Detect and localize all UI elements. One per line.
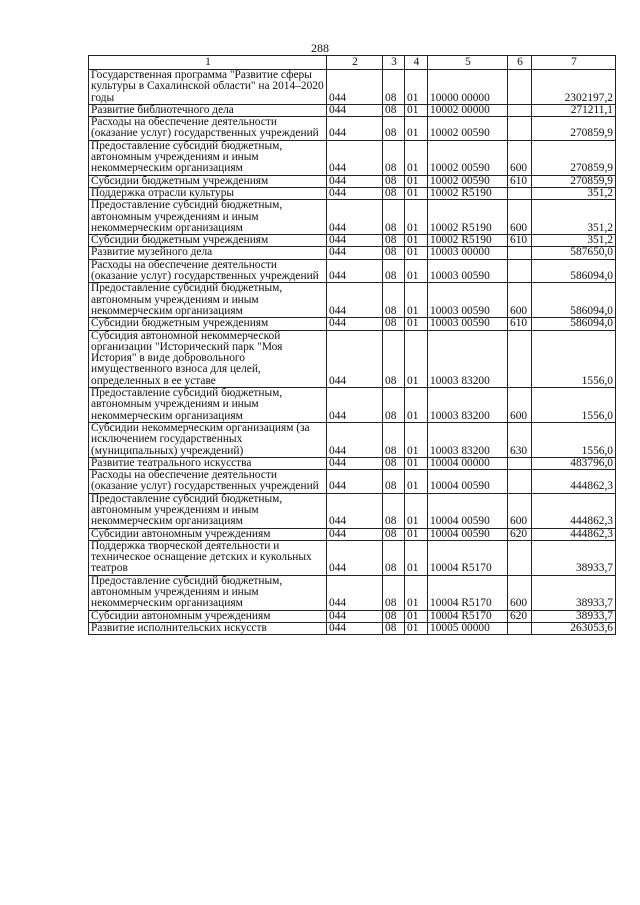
subsection-code-cell: 01 <box>405 610 428 622</box>
column-header: 4 <box>405 56 428 70</box>
subsection-code-cell: 01 <box>405 388 428 423</box>
amount-cell: 1556,0 <box>532 330 616 387</box>
expense-type-cell <box>508 70 532 105</box>
subsection-code-cell: 01 <box>405 70 428 105</box>
section-code-cell: 08 <box>383 175 405 187</box>
target-article-cell: 10003 00590 <box>428 259 508 283</box>
table-row <box>89 422 616 457</box>
section-code-cell: 08 <box>383 140 405 175</box>
expense-type-cell <box>508 187 532 199</box>
subsection-code-cell: 01 <box>405 117 428 141</box>
section-code-cell: 08 <box>383 70 405 105</box>
amount-cell: 444862,3 <box>532 470 616 494</box>
amount-cell: 351,2 <box>532 187 616 199</box>
ministry-code-cell: 044 <box>327 422 383 457</box>
subsection-code-cell: 01 <box>405 330 428 387</box>
ministry-code-cell: 044 <box>327 117 383 141</box>
target-article-cell: 10004 00000 <box>428 457 508 469</box>
expense-type-cell: 630 <box>508 422 532 457</box>
ministry-code-cell: 044 <box>327 493 383 528</box>
section-code-cell: 08 <box>383 247 405 259</box>
amount-cell: 263053,6 <box>532 622 616 634</box>
expense-type-cell: 610 <box>508 175 532 187</box>
row-name-cell: Расходы на обеспечение деятельности (оказание услуг) государственных учреждений <box>89 470 327 494</box>
target-article-cell: 10003 83200 <box>428 388 508 423</box>
section-code-cell: 08 <box>383 330 405 387</box>
target-article-cell: 10003 00590 <box>428 318 508 330</box>
section-code-cell: 08 <box>383 422 405 457</box>
target-article-cell: 10004 R5170 <box>428 540 508 575</box>
expense-type-cell: 600 <box>508 388 532 423</box>
amount-cell: 2302197,2 <box>532 70 616 105</box>
row-name-cell: Поддержка творческой деятельности и техническое оснащение детских и кукольных театров <box>89 540 327 575</box>
subsection-code-cell: 01 <box>405 318 428 330</box>
expense-type-cell: 600 <box>508 283 532 318</box>
expense-type-cell: 600 <box>508 575 532 610</box>
ministry-code-cell: 044 <box>327 457 383 469</box>
row-name-cell: Развитие исполнительских искусств <box>89 622 327 634</box>
row-name-cell: Расходы на обеспечение деятельности (оказание услуг) государственных учреждений <box>89 117 327 141</box>
row-name-cell: Развитие музейного дела <box>89 247 327 259</box>
target-article-cell: 10005 00000 <box>428 622 508 634</box>
table-row <box>89 388 616 423</box>
target-article-cell: 10002 R5190 <box>428 187 508 199</box>
row-name-cell: Расходы на обеспечение деятельности (оказание услуг) государственных учреждений <box>89 259 327 283</box>
section-code-cell: 08 <box>383 622 405 634</box>
amount-cell: 444862,3 <box>532 528 616 540</box>
column-header-row <box>89 56 616 70</box>
row-name-cell: Развитие театрального искусства <box>89 457 327 469</box>
budget-table <box>88 55 616 635</box>
amount-cell: 351,2 <box>532 235 616 247</box>
ministry-code-cell: 044 <box>327 104 383 116</box>
table-row <box>89 493 616 528</box>
amount-cell: 586094,0 <box>532 259 616 283</box>
row-name-cell: Предоставление субсидий бюджетным, автономным учреждениям и иным некоммерческим организациям <box>89 200 327 235</box>
subsection-code-cell: 01 <box>405 235 428 247</box>
target-article-cell: 10003 00000 <box>428 247 508 259</box>
amount-cell: 38933,7 <box>532 540 616 575</box>
table-row <box>89 259 616 283</box>
row-name-cell: Субсидия автономной некоммерческой организации "Исторический парк "Моя История" в виде добровольного имущественного взноса для целей, определенных в ее уставе <box>89 330 327 387</box>
expense-type-cell: 620 <box>508 610 532 622</box>
table-row <box>89 247 616 259</box>
table-row <box>89 540 616 575</box>
row-name-cell: Предоставление субсидий бюджетным, автономным учреждениям и иным некоммерческим организациям <box>89 493 327 528</box>
section-code-cell: 08 <box>383 388 405 423</box>
ministry-code-cell: 044 <box>327 259 383 283</box>
section-code-cell: 08 <box>383 457 405 469</box>
amount-cell: 1556,0 <box>532 422 616 457</box>
subsection-code-cell: 01 <box>405 187 428 199</box>
subsection-code-cell: 01 <box>405 104 428 116</box>
subsection-code-cell: 01 <box>405 283 428 318</box>
amount-cell: 270859,9 <box>532 117 616 141</box>
target-article-cell: 10002 00000 <box>428 104 508 116</box>
row-name-cell: Развитие библиотечного дела <box>89 104 327 116</box>
table-row <box>89 140 616 175</box>
section-code-cell: 08 <box>383 104 405 116</box>
ministry-code-cell: 044 <box>327 235 383 247</box>
row-name-cell: Субсидии бюджетным учреждениям <box>89 318 327 330</box>
table-body <box>89 70 616 635</box>
table-row <box>89 318 616 330</box>
section-code-cell: 08 <box>383 318 405 330</box>
amount-cell: 38933,7 <box>532 610 616 622</box>
ministry-code-cell: 044 <box>327 622 383 634</box>
table-row <box>89 200 616 235</box>
target-article-cell: 10004 00590 <box>428 470 508 494</box>
table-row <box>89 187 616 199</box>
table-row <box>89 117 616 141</box>
subsection-code-cell: 01 <box>405 247 428 259</box>
subsection-code-cell: 01 <box>405 140 428 175</box>
row-name-cell: Предоставление субсидий бюджетным, автономным учреждениям и иным некоммерческим организациям <box>89 283 327 318</box>
target-article-cell: 10002 R5190 <box>428 200 508 235</box>
amount-cell: 586094,0 <box>532 318 616 330</box>
row-name-cell: Предоставление субсидий бюджетным, автономным учреждениям и иным некоммерческим организациям <box>89 388 327 423</box>
subsection-code-cell: 01 <box>405 470 428 494</box>
target-article-cell: 10004 00590 <box>428 528 508 540</box>
expense-type-cell: 620 <box>508 528 532 540</box>
target-article-cell: 10004 R5170 <box>428 610 508 622</box>
target-article-cell: 10000 00000 <box>428 70 508 105</box>
expense-type-cell: 610 <box>508 318 532 330</box>
subsection-code-cell: 01 <box>405 528 428 540</box>
section-code-cell: 08 <box>383 493 405 528</box>
row-name-cell: Предоставление субсидий бюджетным, автономным учреждениям и иным некоммерческим организациям <box>89 140 327 175</box>
target-article-cell: 10002 00590 <box>428 117 508 141</box>
amount-cell: 483796,0 <box>532 457 616 469</box>
expense-type-cell <box>508 117 532 141</box>
target-article-cell: 10004 R5170 <box>428 575 508 610</box>
column-header: 3 <box>383 56 405 70</box>
row-name-cell: Субсидии бюджетным учреждениям <box>89 175 327 187</box>
ministry-code-cell: 044 <box>327 70 383 105</box>
ministry-code-cell: 044 <box>327 318 383 330</box>
target-article-cell: 10003 83200 <box>428 422 508 457</box>
ministry-code-cell: 044 <box>327 200 383 235</box>
ministry-code-cell: 044 <box>327 470 383 494</box>
column-header: 5 <box>428 56 508 70</box>
row-name-cell: Субсидии бюджетным учреждениям <box>89 235 327 247</box>
row-name-cell: Государственная программа "Развитие сферы культуры в Сахалинской области" на 2014–2020 годы <box>89 70 327 105</box>
target-article-cell: 10003 83200 <box>428 330 508 387</box>
target-article-cell: 10002 00590 <box>428 140 508 175</box>
expense-type-cell: 600 <box>508 200 532 235</box>
target-article-cell: 10003 00590 <box>428 283 508 318</box>
ministry-code-cell: 044 <box>327 528 383 540</box>
amount-cell: 587650,0 <box>532 247 616 259</box>
row-name-cell: Субсидии некоммерческим организациям (за исключением государственных (муниципальных) учреждений) <box>89 422 327 457</box>
section-code-cell: 08 <box>383 470 405 494</box>
page-number: 288 <box>311 41 329 55</box>
subsection-code-cell: 01 <box>405 575 428 610</box>
section-code-cell: 08 <box>383 235 405 247</box>
expense-type-cell: 600 <box>508 140 532 175</box>
subsection-code-cell: 01 <box>405 622 428 634</box>
section-code-cell: 08 <box>383 540 405 575</box>
table-row <box>89 622 616 634</box>
column-header: 6 <box>508 56 532 70</box>
table-row <box>89 283 616 318</box>
section-code-cell: 08 <box>383 610 405 622</box>
section-code-cell: 08 <box>383 283 405 318</box>
subsection-code-cell: 01 <box>405 540 428 575</box>
ministry-code-cell: 044 <box>327 388 383 423</box>
ministry-code-cell: 044 <box>327 575 383 610</box>
target-article-cell: 10002 00590 <box>428 175 508 187</box>
row-name-cell: Предоставление субсидий бюджетным, автономным учреждениям и иным некоммерческим организациям <box>89 575 327 610</box>
ministry-code-cell: 044 <box>327 610 383 622</box>
table-row <box>89 457 616 469</box>
subsection-code-cell: 01 <box>405 200 428 235</box>
ministry-code-cell: 044 <box>327 140 383 175</box>
section-code-cell: 08 <box>383 200 405 235</box>
expense-type-cell <box>508 104 532 116</box>
target-article-cell: 10004 00590 <box>428 493 508 528</box>
ministry-code-cell: 044 <box>327 187 383 199</box>
expense-type-cell <box>508 457 532 469</box>
amount-cell: 351,2 <box>532 200 616 235</box>
amount-cell: 38933,7 <box>532 575 616 610</box>
table-row <box>89 330 616 387</box>
subsection-code-cell: 01 <box>405 457 428 469</box>
section-code-cell: 08 <box>383 575 405 610</box>
amount-cell: 586094,0 <box>532 283 616 318</box>
expense-type-cell <box>508 259 532 283</box>
section-code-cell: 08 <box>383 259 405 283</box>
ministry-code-cell: 044 <box>327 540 383 575</box>
target-article-cell: 10002 R5190 <box>428 235 508 247</box>
expense-type-cell <box>508 470 532 494</box>
section-code-cell: 08 <box>383 117 405 141</box>
row-name-cell: Поддержка отрасли культуры <box>89 187 327 199</box>
table-row <box>89 528 616 540</box>
column-header: 1 <box>89 56 327 70</box>
table-row <box>89 470 616 494</box>
expense-type-cell <box>508 540 532 575</box>
ministry-code-cell: 044 <box>327 247 383 259</box>
expense-type-cell: 600 <box>508 493 532 528</box>
table-row <box>89 104 616 116</box>
expense-type-cell: 610 <box>508 235 532 247</box>
amount-cell: 270859,9 <box>532 140 616 175</box>
subsection-code-cell: 01 <box>405 422 428 457</box>
subsection-code-cell: 01 <box>405 493 428 528</box>
table-row <box>89 235 616 247</box>
expense-type-cell <box>508 247 532 259</box>
section-code-cell: 08 <box>383 187 405 199</box>
table-row <box>89 610 616 622</box>
expense-type-cell <box>508 622 532 634</box>
section-code-cell: 08 <box>383 528 405 540</box>
row-name-cell: Субсидии автономным учреждениям <box>89 528 327 540</box>
column-header: 7 <box>532 56 616 70</box>
amount-cell: 271211,1 <box>532 104 616 116</box>
table-row <box>89 575 616 610</box>
amount-cell: 444862,3 <box>532 493 616 528</box>
amount-cell: 1556,0 <box>532 388 616 423</box>
table-row <box>89 70 616 105</box>
table-row <box>89 175 616 187</box>
expense-type-cell <box>508 330 532 387</box>
ministry-code-cell: 044 <box>327 283 383 318</box>
column-header: 2 <box>327 56 383 70</box>
amount-cell: 270859,9 <box>532 175 616 187</box>
subsection-code-cell: 01 <box>405 175 428 187</box>
subsection-code-cell: 01 <box>405 259 428 283</box>
row-name-cell: Субсидии автономным учреждениям <box>89 610 327 622</box>
ministry-code-cell: 044 <box>327 175 383 187</box>
ministry-code-cell: 044 <box>327 330 383 387</box>
